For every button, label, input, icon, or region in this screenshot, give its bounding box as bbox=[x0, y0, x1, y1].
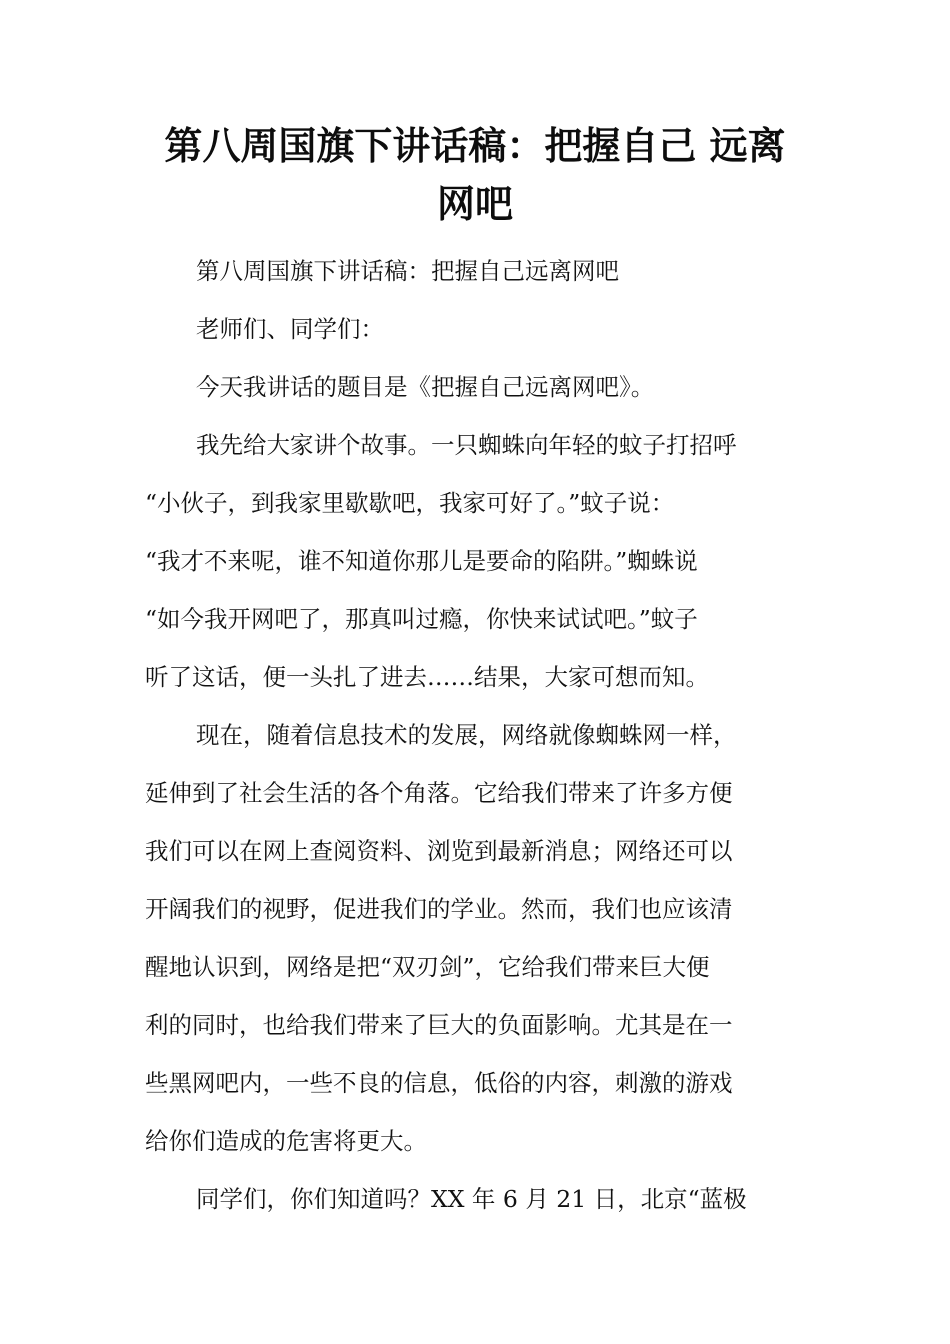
text-line: 些黑网吧内，一些不良的信息，低俗的内容，刺激的游戏 bbox=[145, 1069, 733, 1097]
document-title-line-2: 网吧 bbox=[436, 182, 513, 226]
text-line: “小伙子，到我家里歇歇吧，我家可好了。”蚊子说： bbox=[145, 489, 675, 517]
text-line: 今天我讲话的题目是《把握自己远离网吧》。 bbox=[196, 373, 655, 401]
text-line: 第八周国旗下讲话稿：把握自己远离网吧 bbox=[196, 257, 619, 285]
text-line: 同学们，你们知道吗？XX 年 6 月 21 日，北京“蓝极 bbox=[196, 1185, 747, 1213]
document-title-line-1: 第八周国旗下讲话稿：把握自己 远离 bbox=[164, 124, 786, 168]
text-line: 老师们、同学们： bbox=[196, 315, 384, 343]
text-line: 现在，随着信息技术的发展，网络就像蜘蛛网一样， bbox=[196, 721, 737, 749]
text-line: 醒地认识到，网络是把“双刃剑”，它给我们带来巨大便 bbox=[145, 953, 710, 981]
text-line: 利的同时，也给我们带来了巨大的负面影响。尤其是在一 bbox=[145, 1011, 733, 1039]
text-line: 听了这话，便一头扎了进去……结果，大家可想而知。 bbox=[145, 663, 709, 691]
text-line: 我们可以在网上查阅资料、浏览到最新消息；网络还可以 bbox=[145, 837, 733, 865]
text-line: “如今我开网吧了，那真叫过瘾，你快来试试吧。”蚊子 bbox=[145, 605, 698, 633]
text-line: “我才不来呢，谁不知道你那儿是要命的陷阱。”蜘蛛说 bbox=[145, 547, 698, 575]
text-line: 给你们造成的危害将更大。 bbox=[145, 1127, 427, 1155]
text-line: 开阔我们的视野，促进我们的学业。然而，我们也应该清 bbox=[145, 895, 733, 923]
text-line: 我先给大家讲个故事。一只蜘蛛向年轻的蚊子打招呼 bbox=[196, 431, 737, 459]
text-line: 延伸到了社会生活的各个角落。它给我们带来了许多方便 bbox=[145, 779, 733, 807]
